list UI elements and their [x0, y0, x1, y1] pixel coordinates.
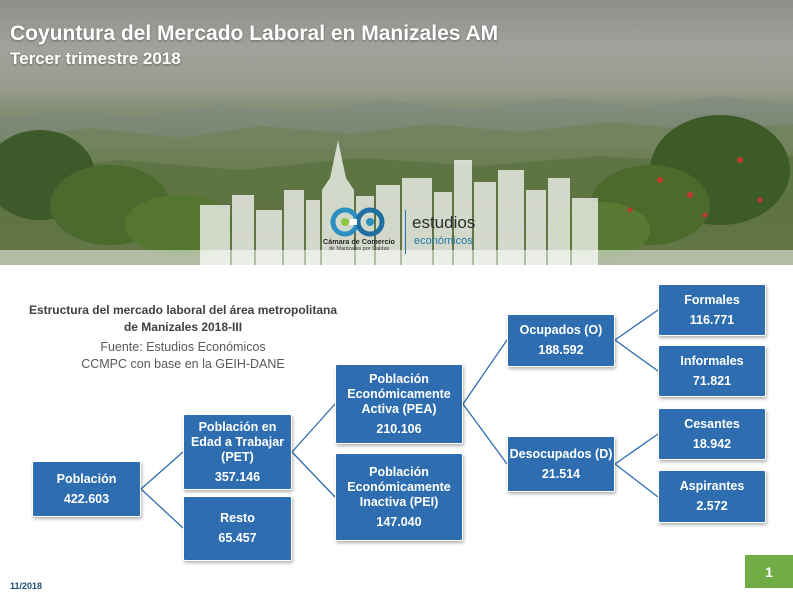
node-aspirantes-value: 2.572: [696, 499, 728, 513]
node-resto: [183, 496, 292, 561]
node-desocupados-value: 21.514: [541, 466, 581, 481]
connector-pea-ocupados: [463, 340, 507, 404]
node-ocupados-label: Ocupados (O): [519, 323, 603, 337]
node-poblacion: [32, 461, 141, 517]
node-pea: [335, 364, 463, 444]
node-pei-label: Población Económicamente Inactiva (PEI): [347, 464, 451, 509]
node-cesantes: [658, 408, 766, 460]
footer-date: 11/2018: [10, 581, 43, 591]
node-poblacion-label: Población: [56, 471, 117, 486]
connector-pea-desocupados: [463, 404, 507, 464]
node-informales: [658, 345, 766, 397]
node-cesantes-label: Cesantes: [684, 416, 740, 431]
node-informales-value: 71.821: [692, 373, 732, 388]
node-aspirantes: [658, 470, 766, 523]
node-pet-label: Población en Edad a Trabajar (PET): [190, 419, 285, 464]
logo-brand-line2: económicos: [414, 235, 473, 247]
node-desocupados-label: Desocupados (D): [509, 446, 613, 461]
logo-org-subtitle: de Manizales por Caldas: [328, 246, 390, 252]
node-pei: [335, 453, 463, 541]
node-pei-value: 147.040: [376, 514, 422, 529]
node-formales: [658, 284, 766, 336]
node-poblacion-value: 422.603: [63, 491, 110, 506]
source-line-1: Fuente: Estudios Económicos: [100, 340, 266, 354]
logo-brand-line1: estudios: [412, 213, 476, 232]
page-number-badge: 1: [745, 555, 793, 588]
node-pet: [183, 414, 292, 490]
node-aspirantes-label: Aspirantes: [679, 479, 745, 493]
node-ocupados: [507, 314, 615, 367]
connector-desocupados-cesantes: [615, 434, 658, 464]
node-pea-label: Población Económicamente Activa (PEA): [347, 371, 451, 416]
node-pea-value: 210.106: [376, 421, 422, 436]
page-title: Coyuntura del Mercado Laboral en Manizales AM: [10, 22, 499, 45]
source-line-2: CCMPC con base en la GEIH-DANE: [81, 357, 285, 371]
node-desocupados: [507, 436, 615, 492]
node-ocupados-value: 188.592: [538, 343, 584, 357]
diagram-description-title: Estructura del mercado laboral del área metropolitana de Manizales 2018-III: [28, 303, 338, 334]
connector-pet-pea: [292, 404, 335, 452]
node-resto-label: Resto: [220, 511, 255, 525]
connector-desocupados-aspirantes: [615, 464, 658, 497]
node-formales-label: Formales: [684, 292, 740, 307]
node-informales-label: Informales: [680, 353, 744, 368]
connector-poblacion-pet: [141, 452, 183, 489]
node-pet-value: 357.146: [214, 469, 261, 484]
logo-org-name: Cámara de Comercio: [323, 237, 395, 246]
node-resto-value: 65.457: [218, 531, 257, 545]
page-subtitle: Tercer trimestre 2018: [10, 49, 181, 68]
node-formales-value: 116.771: [689, 312, 735, 327]
node-cesantes-value: 18.942: [692, 436, 732, 451]
connector-pet-pei: [292, 452, 335, 497]
connector-ocupados-formales: [615, 310, 658, 340]
connector-ocupados-informales: [615, 340, 658, 371]
connector-poblacion-resto: [141, 489, 183, 528]
